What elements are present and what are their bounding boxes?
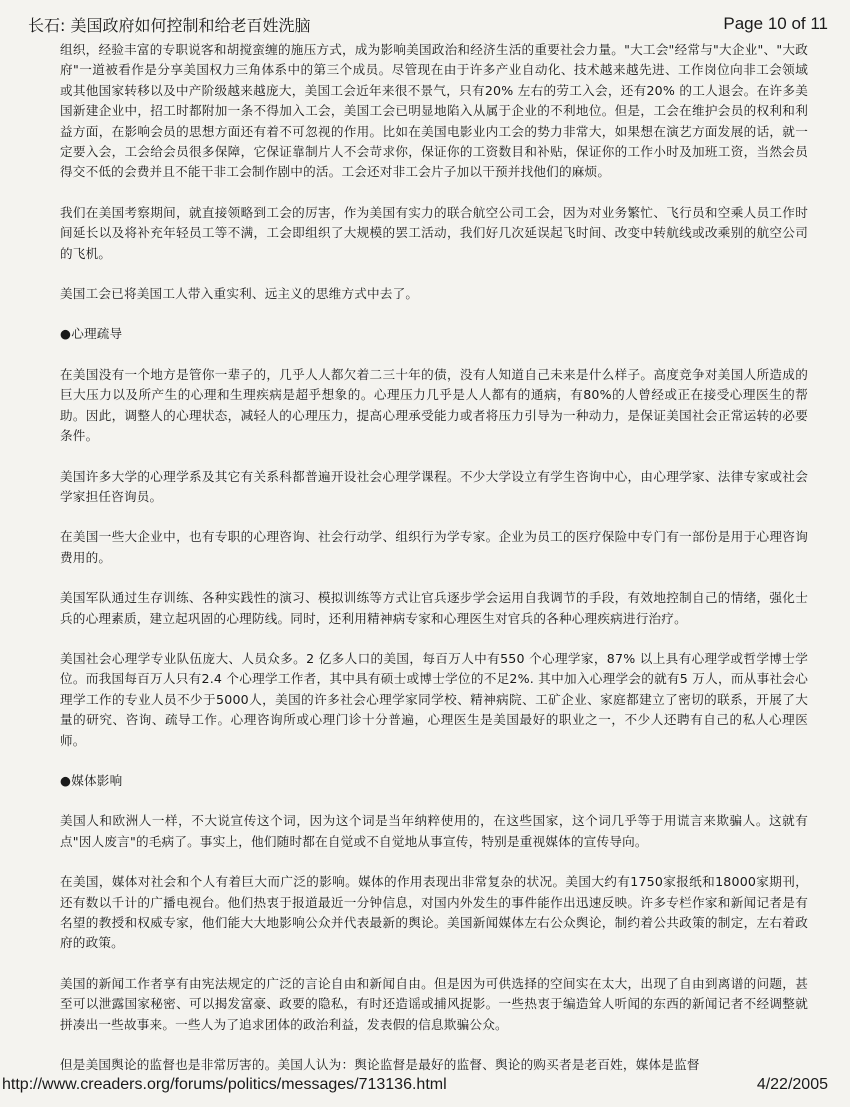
paragraph-unions: 组织，经验丰富的专职说客和胡搅蛮缠的施压方式，成为影响美国政治和经济生活的重要社会力量。"大工会"经常与"大企业"、"大政府"一道被看作是分享美国权力三角体系中的第三个成员。尽管现在由于许多产业自动化、技术越来越先进、工作岗位向非工会领域或其他国家转移以及中产阶级越来越庞大，美国工会近年来很不景气，只有20% 左右的劳工入会，还有20% 的工人退会。在许多美国新建企业中，招工时都附加一条不得加入工会，美国工会已明显地陷入从属于企业的不利地位。但是，工会在维护会员的权利和利益方面，在影响会员的思想方面还有着不可忽视的作用。比如在美国电影业内工会的势力非常大，如果想在演艺方面发展的话，就一定要入会，工会给会员很多保障，它保证靠制片人不会苛求你，保证你的工资数目和补贴，保证你的工作小时及加班工资，当然会员得交不低的会费并且不能干非工会制作剧中的活。工会还对非工会片子加以干预并找他们的麻烦。 [60, 42, 808, 180]
paragraph-propaganda: 美国人和欧洲人一样，不大说宣传这个词，因为这个词是当年纳粹使用的，在这些国家，这个词几乎等于用谎言来欺骗人。这就有点"因人废言"的毛病了。事实上，他们随时都在自觉或不自觉地从事宣传，特别是重视媒体的宣传导向。 [60, 813, 808, 849]
page-header [28, 10, 828, 38]
article-body [60, 40, 808, 1095]
paragraph-psych-pressure: 在美国没有一个地方是管你一辈子的，几乎人人都欠着二三十年的债，没有人知道自己未来是什么样子。高度竞争对美国人所造成的巨大压力以及所产生的心理和生理疾病是超乎想象的。心理压力几乎是人人都有的通病，有80%的人曾经或正在接受心理医生的帮助。因此，调整人的心理状态，减轻人的心理压力，提高心理承受能力或者将压力引导为一种动力，是保证美国社会正常运转的必要条件。 [60, 366, 808, 444]
paragraph-media-influence: 在美国，媒体对社会和个人有着巨大而广泛的影响。媒体的作用表现出非常复杂的状况。美国大约有1750家报纸和18000家期刊，还有数以千计的广播电视台。他们热衷于报道最近一分钟信息，对国内外发生的事件能作出迅速反映。许多专栏作家和新闻记者是有名望的教授和权威专家，他们能大大地影响公众并代表最新的舆论。美国新闻媒体左右公众舆论，制约着公共政策的制定，左右着政府的政策。 [60, 874, 808, 951]
paragraph-enterprises: 在美国一些大企业中，也有专职的心理咨询、社会行动学、组织行为学专家。企业为员工的医疗保险中专门有一部份是用于心理咨询费用的。 [60, 529, 808, 565]
paragraph-oversight: 但是美国舆论的监督也是非常厉害的。美国人认为：舆论监督是最好的监督、舆论的购买者是老百姓，媒体是监督 [60, 1057, 700, 1073]
print-date: 4/22/2005 [756, 1076, 828, 1093]
paragraph-union-mindset: 美国工会已将美国工人带入重实利、远主义的思维方式中去了。 [60, 286, 419, 302]
paragraph-strike: 我们在美国考察期间，就直接领略到工会的厉害，作为美国有实力的联合航空公司工会，因为对业务繁忙、飞行员和空乘人员工作时间延长以及将补充年轻员工等不满，工会即组织了大规模的罢工活动，我们好几次延误起飞时间、改变中转航线或改乘别的航空公司的飞机。 [60, 204, 808, 261]
paragraph-press-freedom: 美国的新闻工作者享有由宪法规定的广泛的言论自由和新闻自由。但是因为可供选择的空间实在太大，出现了自由到离谱的问题，甚至可以泄露国家秘密、可以揭发富豪、政要的隐私，有时还造谣或捕风捉影。一些热衷于编造耸人听闻的东西的新闻记者不经调整就拼凑出一些故事来。一些人为了追求团体的政治利益，发表假的信息欺骗公众。 [60, 975, 808, 1032]
section-heading-media: ●媒体影响 [60, 772, 123, 788]
section-heading-psychology: ●心理疏导 [60, 326, 123, 342]
paragraph-military: 美国军队通过生存训练、各种实践性的演习、模拟训练等方式让官兵逐步学会运用自我调节的手段，有效地控制自己的情绪，强化士兵的心理素质，建立起巩固的心理防线。同时，还利用精神病专家和心理医生对官兵的各种心理疾病进行治疗。 [60, 590, 808, 626]
page-footer [2, 1074, 828, 1096]
page-number: Page 10 of 11 [723, 14, 828, 33]
document-title: 长石: 美国政府如何控制和给老百姓洗脑 [28, 15, 311, 35]
source-url: http://www.creaders.org/forums/politics/messages/713136.html [2, 1076, 447, 1093]
paragraph-psych-stats: 美国社会心理学专业队伍庞大、人员众多。2 亿多人口的美国，每百万人中有550 个心理学家，87% 以上具有心理学或哲学博士学位。而我国每百万人只有2.4 个心理学工作者，其中具有硕士或博士学位的不足2%. 其中加入心理学会的就有5 万人，而从事社会心理学工作的专业人员不少于5000人，美国的许多社会心理学家同学校、精神病院、工矿企业、家庭都建立了密切的联系，开展了大量的研究、咨询、疏导工作。心理咨询所或心理门诊十分普遍，心理医生是美国最好的职业之一，不少人还聘有自己的私人心理医师。 [60, 650, 808, 748]
paragraph-universities: 美国许多大学的心理学系及其它有关系科都普遍开设社会心理学课程。不少大学设立有学生咨询中心，由心理学家、法律专家或社会学家担任咨询员。 [60, 468, 808, 504]
